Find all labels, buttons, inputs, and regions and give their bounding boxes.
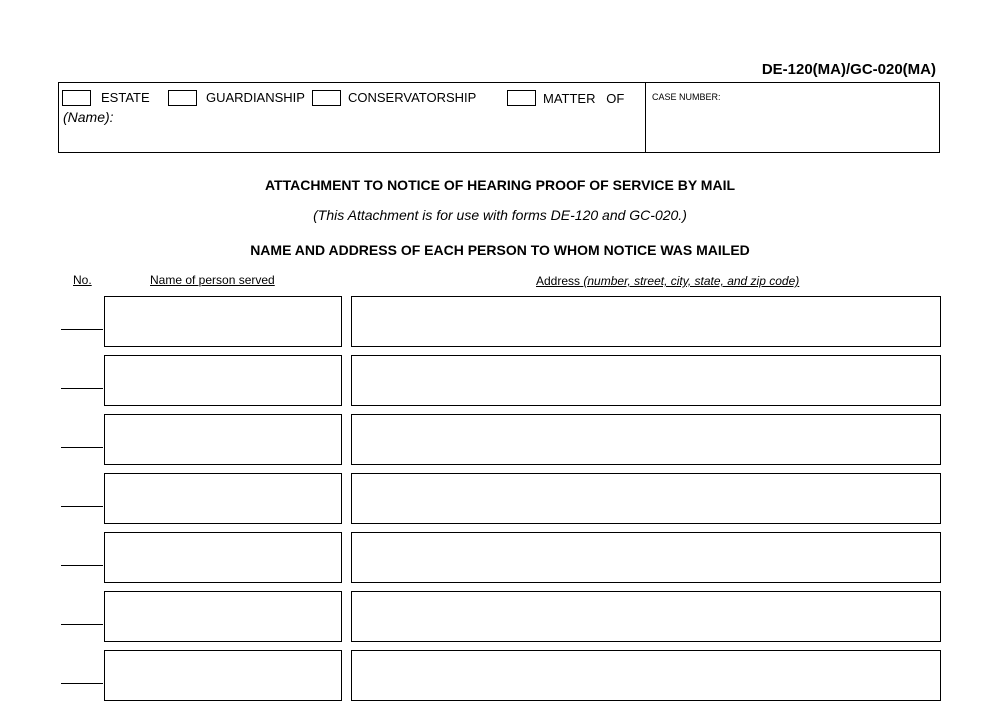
guardianship-checkbox[interactable] (168, 90, 197, 106)
col-no-header: No. (73, 273, 92, 287)
conservatorship-checkbox[interactable] (312, 90, 341, 106)
name-label: (Name): (63, 109, 114, 125)
row-number-line[interactable] (61, 506, 103, 507)
name-served-field[interactable] (104, 296, 342, 347)
estate-checkbox[interactable] (62, 90, 91, 106)
row-number-line[interactable] (61, 683, 103, 684)
case-number-label: CASE NUMBER: (652, 92, 721, 102)
guardianship-label: GUARDIANSHIP (206, 90, 305, 105)
name-served-field[interactable] (104, 650, 342, 701)
row-number-line[interactable] (61, 388, 103, 389)
address-field[interactable] (351, 473, 941, 524)
address-field[interactable] (351, 650, 941, 701)
name-served-field[interactable] (104, 591, 342, 642)
address-field[interactable] (351, 591, 941, 642)
col-address-label: Address (536, 274, 581, 288)
col-address-header (536, 274, 799, 288)
section-title: NAME AND ADDRESS OF EACH PERSON TO WHOM NOTICE WAS MAILED (250, 242, 750, 258)
header-divider (645, 82, 646, 153)
form-id: DE-120(MA)/GC-020(MA) (761, 61, 936, 78)
address-field[interactable] (351, 355, 941, 406)
row-number-line[interactable] (61, 329, 103, 330)
form-title: ATTACHMENT TO NOTICE OF HEARING PROOF OF SERVICE BY MAIL (264, 177, 736, 193)
name-served-field[interactable] (104, 532, 342, 583)
name-served-field[interactable] (104, 414, 342, 465)
col-name-header: Name of person served (150, 273, 275, 287)
matter-of-label: MATTER OF (543, 91, 625, 106)
address-field[interactable] (351, 532, 941, 583)
matter-of-checkbox[interactable] (507, 90, 536, 106)
estate-label: ESTATE (101, 90, 150, 105)
address-field[interactable] (351, 414, 941, 465)
name-served-field[interactable] (104, 355, 342, 406)
col-address-hint: (number, street, city, state, and zip code) (583, 274, 800, 288)
row-number-line[interactable] (61, 624, 103, 625)
row-number-line[interactable] (61, 447, 103, 448)
address-field[interactable] (351, 296, 941, 347)
conservatorship-label: CONSERVATORSHIP (348, 90, 477, 105)
row-number-line[interactable] (61, 565, 103, 566)
name-served-field[interactable] (104, 473, 342, 524)
form-subtitle: (This Attachment is for use with forms DE-120 and GC-020.) (313, 207, 687, 223)
